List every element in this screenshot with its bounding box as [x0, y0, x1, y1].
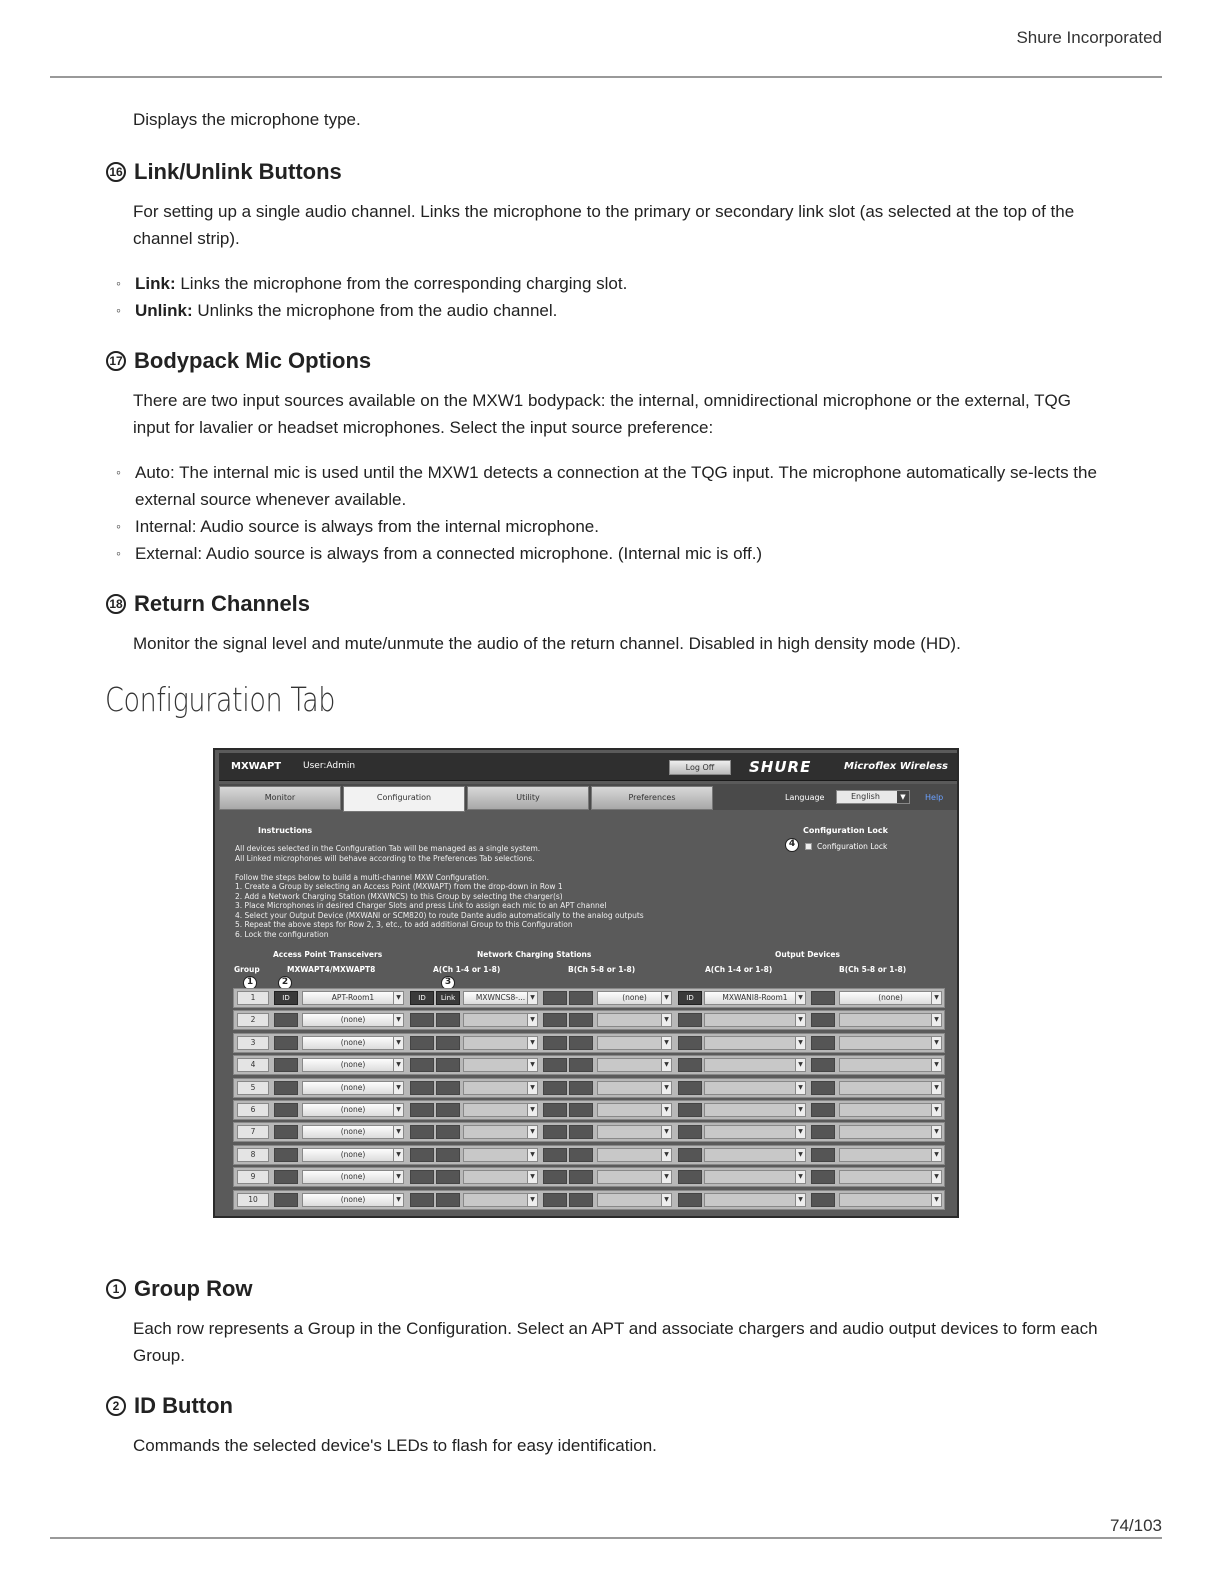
out-b-id-button[interactable] — [811, 1148, 835, 1162]
list-term: Unlink: — [135, 301, 193, 320]
apt-select-value: (none) — [340, 1104, 366, 1114]
section-title: Configuration Tab — [105, 680, 336, 719]
ncs-b-select[interactable] — [597, 1013, 672, 1027]
heading-text: ID Button — [134, 1393, 233, 1418]
chevron-down-icon: ▼ — [661, 1126, 671, 1138]
apt-select-value: (none) — [340, 1194, 366, 1204]
chevron-down-icon: ▼ — [795, 1104, 805, 1116]
apt-select-value: (none) — [340, 1082, 366, 1092]
chevron-down-icon: ▼ — [527, 1014, 537, 1026]
chevron-down-icon: ▼ — [931, 1059, 941, 1071]
col-ncs-a: A(Ch 1-4 or 1-8) — [433, 965, 501, 974]
callout-3-icon: 3 — [441, 976, 455, 990]
out-b-id-button[interactable] — [811, 1170, 835, 1184]
link-button[interactable]: Link — [436, 991, 460, 1005]
out-a-select[interactable] — [704, 1058, 806, 1072]
chevron-down-icon: ▼ — [931, 1014, 941, 1026]
chevron-down-icon: ▼ — [393, 1037, 403, 1049]
group-number: 8 — [237, 1148, 269, 1162]
heading-text: Bodypack Mic Options — [134, 348, 372, 373]
configuration-tab-screenshot — [213, 748, 959, 1218]
ncs-a-select[interactable] — [463, 1081, 538, 1095]
apt-id-button[interactable] — [274, 1013, 298, 1027]
list-item — [116, 297, 1101, 324]
page-number: 74/103 — [1110, 1516, 1162, 1535]
chevron-down-icon: ▼ — [795, 992, 805, 1004]
ncs-a-select[interactable] — [463, 1170, 538, 1184]
ncs-b-id-button[interactable] — [543, 1148, 567, 1162]
ncs-id-button[interactable] — [410, 1148, 434, 1162]
out-b-select[interactable] — [839, 1103, 942, 1117]
apt-id-button[interactable] — [274, 1058, 298, 1072]
table-row — [233, 1078, 945, 1098]
tab-monitor[interactable]: Monitor — [219, 786, 341, 810]
ncs-a-select[interactable] — [463, 1193, 538, 1207]
chevron-down-icon: ▼ — [527, 1104, 537, 1116]
link-button[interactable] — [436, 1013, 460, 1027]
chevron-down-icon: ▼ — [795, 1059, 805, 1071]
ncs-b-id-button[interactable] — [543, 1103, 567, 1117]
link-button[interactable] — [436, 1081, 460, 1095]
out-a-id-button[interactable] — [678, 1013, 702, 1027]
group-row-body: Each row represents a Group in the Configuration. Select an APT and associate chargers and audio output devices to form each Group. — [133, 1319, 1098, 1365]
config-lock-title: Configuration Lock — [803, 826, 888, 835]
chevron-down-icon: ▼ — [527, 1059, 537, 1071]
chevron-down-icon: ▼ — [393, 1194, 403, 1206]
ncs-a-select[interactable] — [463, 991, 538, 1005]
ncs-b-id-button[interactable] — [543, 1125, 567, 1139]
apt-select-value: (none) — [340, 1149, 366, 1159]
apt-select[interactable] — [302, 1170, 404, 1184]
link-unlink-body: For setting up a single audio channel. Links the microphone to the primary or secondary link slot (as selected at the top of the channel strip). — [133, 202, 1075, 248]
out-a-value: MXWANI8-Room1 — [722, 993, 788, 1002]
table-row — [233, 1145, 945, 1165]
chevron-down-icon: ▼ — [661, 1059, 671, 1071]
link-button[interactable] — [436, 1193, 460, 1207]
group-number: 4 — [237, 1058, 269, 1072]
group-number: 3 — [237, 1036, 269, 1050]
out-a-id-button[interactable] — [678, 1148, 702, 1162]
ncs-b-id-button[interactable] — [543, 1170, 567, 1184]
col-access-points: Access Point Transceivers — [273, 950, 383, 959]
group-number: 6 — [237, 1103, 269, 1117]
ncs-a-select[interactable] — [463, 1058, 538, 1072]
apt-id-button[interactable] — [274, 1036, 298, 1050]
callout-number-icon: 1 — [106, 1279, 126, 1299]
ncs-b-link-button[interactable] — [569, 1058, 593, 1072]
apt-select-value: APT-Room1 — [331, 993, 375, 1002]
callout-2-icon: 2 — [278, 976, 292, 990]
apt-id-button[interactable]: ID — [274, 991, 298, 1005]
apt-select[interactable] — [302, 1058, 404, 1072]
heading-group-row — [106, 1276, 253, 1302]
ncs-b-link-button[interactable] — [569, 1103, 593, 1117]
chevron-down-icon: ▼ — [393, 1104, 403, 1116]
bodypack-body: There are two input sources available on the MXW1 bodypack: the internal, omnidirectional microphone or the external, TQG input for lavalier or headset microphones. Select the input source preference: — [133, 391, 1072, 437]
ncs-id-button[interactable]: ID — [410, 991, 434, 1005]
out-b-select[interactable] — [839, 1081, 942, 1095]
chevron-down-icon: ▼ — [931, 1126, 941, 1138]
chevron-down-icon: ▼ — [795, 1037, 805, 1049]
ncs-b-value: (none) — [622, 993, 647, 1002]
chevron-down-icon: ▼ — [931, 1171, 941, 1183]
link-button[interactable] — [436, 1125, 460, 1139]
out-a-select[interactable] — [704, 1013, 806, 1027]
chevron-down-icon: ▼ — [931, 1104, 941, 1116]
table-row — [233, 1122, 945, 1142]
chevron-down-icon: ▼ — [661, 1171, 671, 1183]
list-item: ◦ Internal: Audio source is always from the internal microphone. — [116, 513, 1101, 540]
group-number: 5 — [237, 1081, 269, 1095]
table-row — [233, 1190, 945, 1210]
list-text: Unlinks the microphone from the audio channel. — [192, 301, 558, 320]
col-charging-stations: Network Charging Stations — [477, 950, 592, 959]
config-lock-checkbox[interactable] — [805, 842, 887, 851]
ncs-a-select[interactable] — [463, 1103, 538, 1117]
callout-4-icon: 4 — [785, 838, 799, 852]
out-a-id-button[interactable] — [678, 1058, 702, 1072]
list-text: Links the microphone from the corresponding charging slot. — [175, 274, 628, 293]
language-select[interactable] — [836, 790, 910, 804]
ncs-id-button[interactable] — [410, 1103, 434, 1117]
ncs-b-select[interactable] — [597, 991, 672, 1005]
language-value: English — [851, 792, 880, 801]
apt-select[interactable] — [302, 1193, 404, 1207]
chevron-down-icon: ▼ — [527, 1126, 537, 1138]
out-a-select[interactable] — [704, 1193, 806, 1207]
out-b-id-button[interactable] — [811, 1013, 835, 1027]
callout-number-icon: 2 — [106, 1396, 126, 1416]
group-number: 1 — [237, 991, 269, 1005]
chevron-down-icon: ▼ — [661, 1149, 671, 1161]
chevron-down-icon: ▼ — [527, 1149, 537, 1161]
ncs-b-id-button[interactable] — [543, 1058, 567, 1072]
ncs-id-button[interactable] — [410, 1013, 434, 1027]
col-out-a: A(Ch 1-4 or 1-8) — [705, 965, 773, 974]
chevron-down-icon: ▼ — [661, 992, 671, 1004]
group-number: 7 — [237, 1125, 269, 1139]
link-button[interactable] — [436, 1103, 460, 1117]
table-row — [233, 1010, 945, 1030]
chevron-down-icon: ▼ — [527, 1171, 537, 1183]
out-a-select[interactable] — [704, 1081, 806, 1095]
callout-1-icon: 1 — [243, 976, 257, 990]
callout-number-icon: 16 — [106, 162, 126, 182]
apt-select-value: (none) — [340, 1127, 366, 1137]
chevron-down-icon: ▼ — [661, 1082, 671, 1094]
footer-rule — [50, 1537, 1162, 1539]
chevron-down-icon: ▼ — [931, 1149, 941, 1161]
checkbox-icon — [805, 843, 812, 850]
table-row — [233, 1055, 945, 1075]
col-ncs-b: B(Ch 5-8 or 1-8) — [568, 965, 636, 974]
brand-name: Microflex Wireless — [844, 761, 948, 772]
out-b-select[interactable] — [839, 1013, 942, 1027]
callout-number-icon: 17 — [106, 351, 126, 371]
chevron-down-icon: ▼ — [661, 1104, 671, 1116]
chevron-down-icon: ▼ — [795, 1014, 805, 1026]
out-b-select[interactable] — [839, 1170, 942, 1184]
apt-select[interactable] — [302, 991, 404, 1005]
ncs-b-link-button[interactable] — [569, 1193, 593, 1207]
link-button[interactable] — [436, 1058, 460, 1072]
chevron-down-icon: ▼ — [795, 1171, 805, 1183]
ncs-b-select[interactable] — [597, 1170, 672, 1184]
apt-select[interactable] — [302, 1036, 404, 1050]
table-row — [233, 1167, 945, 1187]
intro-text: Displays the microphone type. — [133, 110, 361, 129]
apt-select[interactable] — [302, 1103, 404, 1117]
list-item — [116, 270, 1101, 297]
out-a-select[interactable] — [704, 1170, 806, 1184]
chevron-down-icon: ▼ — [931, 1082, 941, 1094]
ncs-b-id-button[interactable] — [543, 1081, 567, 1095]
ncs-id-button[interactable] — [410, 1058, 434, 1072]
out-b-select[interactable] — [839, 1193, 942, 1207]
chevron-down-icon: ▼ — [393, 1059, 403, 1071]
apt-select[interactable] — [302, 1148, 404, 1162]
ncs-b-id-button[interactable] — [543, 1013, 567, 1027]
heading-id-button — [106, 1393, 233, 1419]
ncs-b-link-button[interactable] — [569, 991, 593, 1005]
ncs-b-select[interactable] — [597, 1103, 672, 1117]
chevron-down-icon: ▼ — [527, 1082, 537, 1094]
col-apt-model: MXWAPT4/MXWAPT8 — [287, 965, 376, 974]
ncs-id-button[interactable] — [410, 1170, 434, 1184]
out-b-id-button[interactable] — [811, 1058, 835, 1072]
ncs-b-select[interactable] — [597, 1193, 672, 1207]
bodypack-list — [116, 459, 1101, 567]
log-off-button[interactable]: Log Off — [669, 760, 731, 775]
chevron-down-icon: ▼ — [527, 992, 537, 1004]
col-output-devices: Output Devices — [775, 950, 840, 959]
apt-select[interactable] — [302, 1081, 404, 1095]
group-number: 2 — [237, 1013, 269, 1027]
tab-preferences[interactable]: Preferences — [591, 786, 713, 810]
apt-select-value: (none) — [340, 1037, 366, 1047]
out-b-id-button[interactable] — [811, 1193, 835, 1207]
ncs-b-id-button[interactable] — [543, 1036, 567, 1050]
heading-text: Link/Unlink Buttons — [134, 159, 342, 184]
out-a-select[interactable] — [704, 1125, 806, 1139]
out-b-select[interactable] — [839, 1125, 942, 1139]
chevron-down-icon: ▼ — [393, 1171, 403, 1183]
out-a-select[interactable] — [704, 1103, 806, 1117]
col-out-b: B(Ch 5-8 or 1-8) — [839, 965, 907, 974]
ncs-b-link-button[interactable] — [569, 1081, 593, 1095]
id-button-body: Commands the selected device's LEDs to flash for easy identification. — [133, 1436, 657, 1455]
chevron-down-icon: ▼ — [795, 1082, 805, 1094]
out-a-select[interactable] — [704, 991, 806, 1005]
ncs-b-select[interactable] — [597, 1148, 672, 1162]
out-a-id-button[interactable]: ID — [678, 991, 702, 1005]
out-b-id-button[interactable] — [811, 1036, 835, 1050]
ncs-id-button[interactable] — [410, 1125, 434, 1139]
link-button[interactable] — [436, 1036, 460, 1050]
apt-id-button[interactable] — [274, 1081, 298, 1095]
chevron-down-icon: ▼ — [931, 1194, 941, 1206]
apt-select[interactable] — [302, 1013, 404, 1027]
ncs-a-select[interactable] — [463, 1036, 538, 1050]
col-group: Group — [234, 965, 260, 974]
ncs-b-id-button[interactable] — [543, 1193, 567, 1207]
chevron-down-icon: ▼ — [661, 1014, 671, 1026]
ncs-a-select[interactable] — [463, 1148, 538, 1162]
link-unlink-list — [116, 270, 1101, 324]
out-a-select[interactable] — [704, 1036, 806, 1050]
ncs-b-id-button[interactable] — [543, 991, 567, 1005]
apt-id-button[interactable] — [274, 1170, 298, 1184]
heading-return-channels — [106, 591, 310, 617]
heading-link-unlink — [106, 159, 342, 185]
ncs-b-link-button[interactable] — [569, 1036, 593, 1050]
ncs-id-button[interactable] — [410, 1081, 434, 1095]
table-row — [233, 1100, 945, 1120]
chevron-down-icon: ▼ — [661, 1194, 671, 1206]
apt-select[interactable] — [302, 1125, 404, 1139]
list-item: ◦ External: Audio source is always from a connected microphone. (Internal mic is off.) — [116, 540, 1101, 567]
apt-id-button[interactable] — [274, 1103, 298, 1117]
chevron-down-icon: ▼ — [931, 992, 941, 1004]
out-b-id-button[interactable] — [811, 1125, 835, 1139]
help-link[interactable]: Help — [925, 793, 944, 802]
return-channels-body: Monitor the signal level and mute/unmute the audio of the return channel. Disabled in high density mode (HD). — [133, 634, 961, 653]
apt-id-button[interactable] — [274, 1148, 298, 1162]
out-a-id-button[interactable] — [678, 1081, 702, 1095]
ncs-b-select[interactable] — [597, 1125, 672, 1139]
heading-text: Group Row — [134, 1276, 253, 1301]
chevron-down-icon: ▼ — [931, 1037, 941, 1049]
chevron-down-icon: ▼ — [795, 1126, 805, 1138]
out-a-id-button[interactable] — [678, 1036, 702, 1050]
ncs-b-select[interactable] — [597, 1036, 672, 1050]
language-label: Language — [785, 793, 825, 802]
out-b-select[interactable] — [839, 991, 942, 1005]
out-b-value: (none) — [878, 993, 903, 1002]
group-number: 10 — [237, 1193, 269, 1207]
tab-utility[interactable]: Utility — [467, 786, 589, 810]
app-topbar — [219, 753, 957, 781]
ncs-id-button[interactable] — [410, 1036, 434, 1050]
instructions-title: Instructions — [258, 826, 313, 835]
table-row — [233, 1033, 945, 1053]
out-a-select[interactable] — [704, 1148, 806, 1162]
table-row — [233, 988, 945, 1008]
out-b-select[interactable] — [839, 1036, 942, 1050]
chevron-down-icon: ▼ — [393, 1149, 403, 1161]
apt-id-button[interactable] — [274, 1193, 298, 1207]
out-a-id-button[interactable] — [678, 1103, 702, 1117]
chevron-down-icon: ▼ — [795, 1194, 805, 1206]
out-a-id-button[interactable] — [678, 1125, 702, 1139]
chevron-down-icon: ▼ — [393, 1126, 403, 1138]
group-number: 9 — [237, 1170, 269, 1184]
instructions-text: All devices selected in the Configuration Tab will be managed as a single system. All Linked microphones will behave according to the Preferences Tab selections. Follow the steps below to build a multi-channel MXW Configuration. 1. Create a Group by selecting an Access Point (MXWAPT) from the drop-down in Row 1 2. Add a Network Charging Station (MXWNCS) to this Group by selecting the charger(s) 3. Place Microphones in desired Charger Slots and press Link to assign each mic to an APT channel 4. Select your Output Device (MXWANI or SCM820) to route Dante audio automatically to the analog outputs 5. Repeat the above steps for Row 2, 3, etc., to add additional Group to this Configuration 6. Lock the configuration — [235, 844, 644, 939]
ncs-b-link-button[interactable] — [569, 1170, 593, 1184]
device-model: MXWAPT — [231, 761, 282, 772]
chevron-down-icon: ▼ — [393, 1082, 403, 1094]
heading-text: Return Channels — [134, 591, 311, 616]
ncs-a-value: MXWNCS8-... — [475, 993, 526, 1002]
chevron-down-icon: ▼ — [527, 1037, 537, 1049]
company-name: Shure Incorporated — [1016, 28, 1162, 47]
list-term: Link: — [135, 274, 176, 293]
ncs-b-link-button[interactable] — [569, 1125, 593, 1139]
chevron-down-icon: ▼ — [661, 1037, 671, 1049]
ncs-b-link-button[interactable] — [569, 1148, 593, 1162]
out-b-id-button[interactable] — [811, 1103, 835, 1117]
header-rule — [50, 76, 1162, 78]
chevron-down-icon: ▼ — [795, 1149, 805, 1161]
config-lock-label: Configuration Lock — [817, 842, 888, 851]
tab-bar — [219, 784, 957, 810]
apt-select-value: (none) — [340, 1060, 366, 1070]
out-b-id-button[interactable] — [811, 1081, 835, 1095]
link-button[interactable] — [436, 1170, 460, 1184]
out-b-select[interactable] — [839, 1058, 942, 1072]
apt-select-value: (none) — [340, 1172, 366, 1182]
tab-configuration[interactable]: Configuration — [343, 786, 465, 812]
apt-select-value: (none) — [340, 1015, 366, 1025]
ncs-b-select[interactable] — [597, 1081, 672, 1095]
ncs-b-link-button[interactable] — [569, 1013, 593, 1027]
chevron-down-icon: ▼ — [527, 1194, 537, 1206]
user-label: User:Admin — [303, 761, 356, 771]
configuration-grid — [233, 988, 945, 1212]
apt-id-button[interactable] — [274, 1125, 298, 1139]
out-b-select[interactable] — [839, 1148, 942, 1162]
ncs-id-button[interactable] — [410, 1193, 434, 1207]
callout-number-icon: 18 — [106, 594, 126, 614]
chevron-down-icon: ▼ — [897, 791, 909, 803]
ncs-b-select[interactable] — [597, 1058, 672, 1072]
heading-bodypack-mic-options — [106, 348, 371, 374]
out-a-id-button[interactable] — [678, 1170, 702, 1184]
ncs-a-select[interactable] — [463, 1125, 538, 1139]
chevron-down-icon: ▼ — [393, 992, 403, 1004]
link-button[interactable] — [436, 1148, 460, 1162]
shure-logo: SHURE — [749, 758, 812, 776]
ncs-a-select[interactable] — [463, 1013, 538, 1027]
out-a-id-button[interactable] — [678, 1193, 702, 1207]
chevron-down-icon: ▼ — [393, 1014, 403, 1026]
list-item: ◦ Auto: The internal mic is used until the MXW1 detects a connection at the TQG input. The microphone automatically se-lects the external source whenever available. — [116, 459, 1101, 513]
out-b-id-button[interactable] — [811, 991, 835, 1005]
